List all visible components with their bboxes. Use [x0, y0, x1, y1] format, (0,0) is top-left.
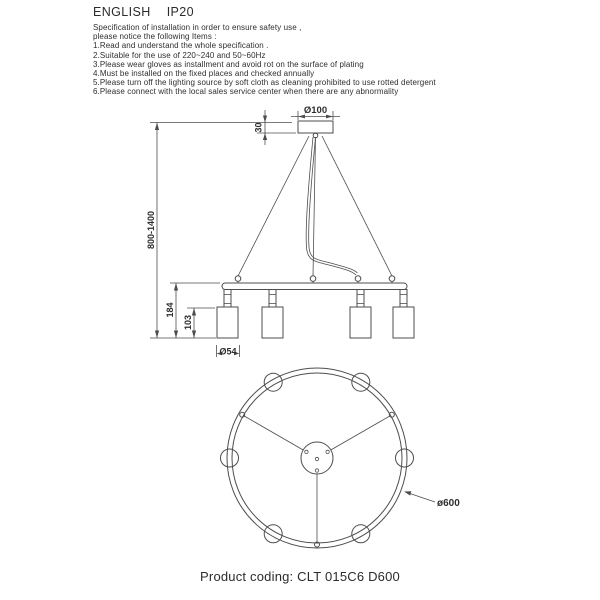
product-coding: Product coding: CLT 015C6 D600 [200, 569, 400, 584]
dim-suspension-height-label: 800-1400 [146, 210, 156, 250]
suspension-wire [238, 136, 309, 276]
lamp-shade [217, 307, 238, 338]
top-view [221, 368, 461, 548]
wire-eyelets [235, 276, 395, 283]
lamp-position [221, 449, 239, 467]
spoke [244, 416, 303, 450]
ip-rating-label: IP20 [166, 5, 195, 19]
dim-shade-diameter-label: Ø54 [219, 346, 237, 357]
support-bar [222, 283, 407, 290]
dim-arrow [155, 331, 159, 339]
lamp [350, 290, 371, 339]
dim-arrow [174, 331, 178, 339]
spec-item: 1.Read and understand the whole specification . [93, 41, 269, 51]
dim-ring-diameter-label: ø600 [437, 498, 460, 509]
spec-item: 3.Please wear gloves as installment and avoid rot on the surface of plating [93, 59, 364, 69]
hub [301, 442, 333, 474]
dim-arrow [174, 283, 178, 291]
spec-intro-line: Specification of installation in order to ensure safety use , [93, 23, 302, 32]
dim-shade-height [183, 308, 215, 338]
lamp [262, 290, 283, 339]
lamp-position [396, 449, 414, 467]
side-view [146, 105, 414, 357]
wire-eyelet [310, 276, 316, 283]
wire-eyelet [389, 276, 395, 283]
dim-fixture-height-label: 184 [165, 302, 175, 318]
canopy [298, 121, 333, 133]
wire-eyelet [355, 276, 361, 283]
lamp [217, 290, 238, 339]
suspension-wires [238, 136, 392, 276]
spoke [331, 416, 390, 450]
dim-canopy-height-label: 30 [253, 122, 264, 133]
dim-suspension-height [146, 123, 159, 339]
dim-canopy-diameter [291, 105, 340, 120]
lamp-shade [262, 307, 283, 338]
lamps [217, 290, 414, 339]
suspension-wire [322, 136, 392, 276]
dim-shade-height-label: 103 [183, 314, 193, 331]
spec-item: 5.Please turn off the lighting source by soft cloth as cleaning prohibited to use rotted detergent [93, 78, 436, 88]
dim-arrow [155, 123, 159, 131]
dim-canopy-diameter-label: Ø100 [303, 105, 328, 116]
spokes [240, 412, 395, 547]
lamp [393, 290, 414, 339]
dim-arrow [263, 116, 267, 123]
dim-ring-diameter [404, 491, 460, 509]
wire-eyelet [235, 276, 241, 283]
lamp-shade [350, 307, 371, 338]
dim-shade-diameter [217, 345, 240, 357]
spec-item: 4.Must be installed on the fixed places and checked annually [93, 69, 315, 79]
dim-arrow [192, 331, 196, 339]
spec-intro-line: please notice the following Items : [93, 32, 217, 42]
dim-arrow [263, 133, 267, 140]
dim-arrow [404, 491, 411, 495]
spec-item: 6.Please connect with the local sales service center when there are any abnormality [93, 87, 399, 97]
lamp-shade [393, 307, 414, 338]
spec-item: 2.Suitable for the use of 220~240 and 50~60Hz [93, 50, 266, 60]
dim-arrow [192, 308, 196, 316]
language-label: ENGLISH [93, 5, 151, 19]
dim-canopy-height [254, 110, 297, 145]
